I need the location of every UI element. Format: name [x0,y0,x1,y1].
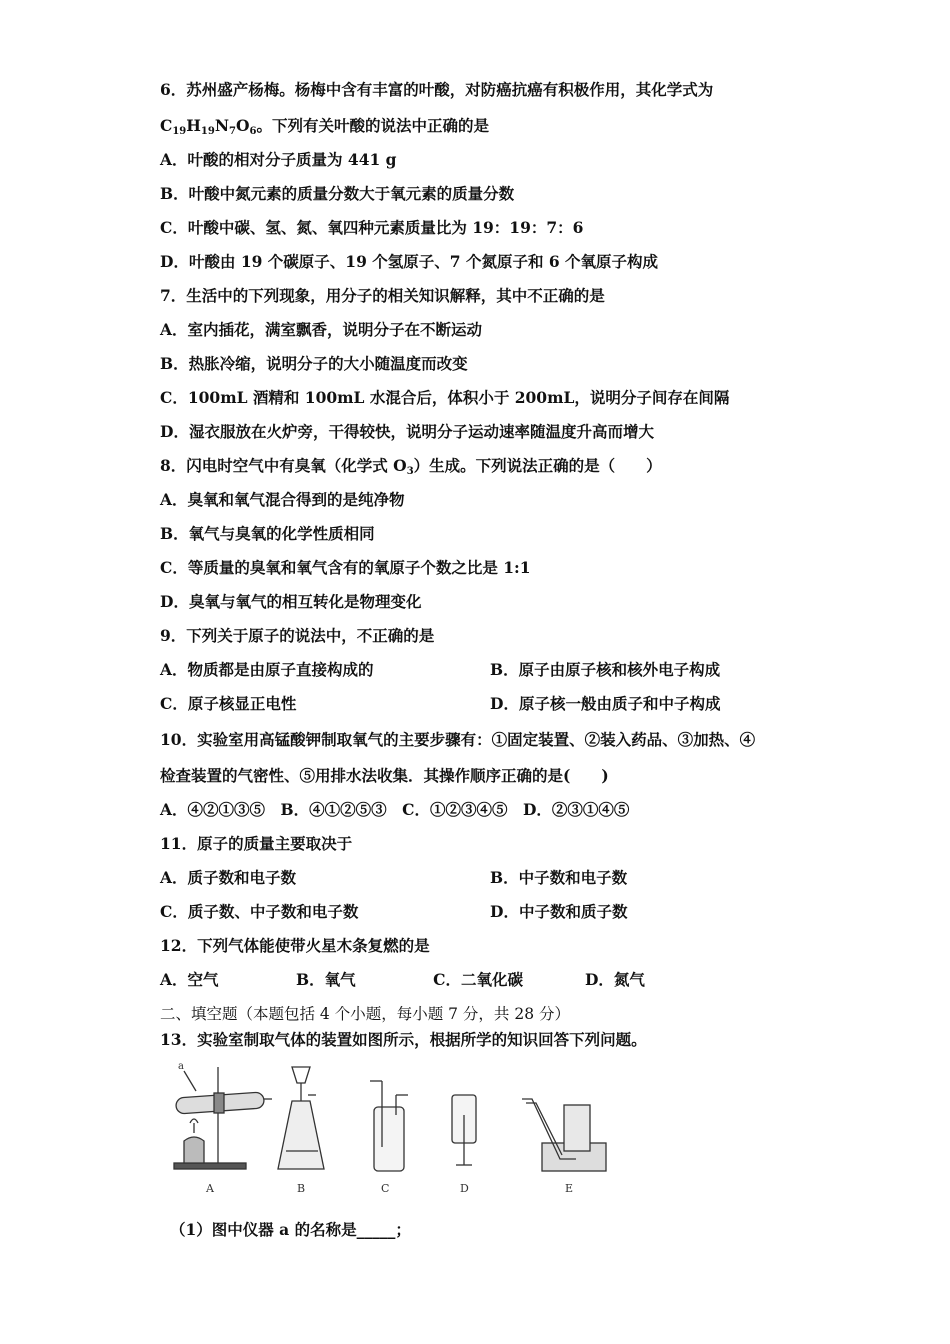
q8-option-c: C．等质量的臭氧和氧气含有的氧原子个数之比是 1:1 [160,558,531,577]
q12-options: A．空气 B．氧气 C．二氧化碳 D．氮气 [160,970,645,989]
q9-option-c: C．原子核显正电性 [160,694,297,713]
q11-option-d: D．中子数和质子数 [490,902,628,921]
formula-h-sub: 19 [200,126,215,137]
q6-stem-line2 [160,116,489,142]
marker-a: a [178,1061,184,1072]
figure-label-c: C [381,1182,390,1195]
figure-label-d: D [460,1182,469,1195]
q13-stem: 13．实验室制取气体的装置如图所示，根据所学的知识回答下列问题。 [160,1030,647,1049]
q8-ozone-sub: 3 [406,466,414,477]
q13-sub1: （1）图中仪器 a 的名称是_____； [170,1220,411,1239]
formula-o: O [235,116,250,135]
formula-h: H [186,116,201,135]
q6-option-d: D．叶酸由 19 个碳原子、19 个氢原子、7 个氮原子和 6 个氧原子构成 [160,252,659,271]
q9-option-b: B．原子由原子核和核外电子构成 [490,660,721,679]
q9-stem: 9．下列关于原子的说法中，不正确的是 [160,626,435,645]
q10-options: A．④②①③⑤ B．④①②⑤③ C．①②③④⑤ D．②③①④⑤ [160,800,630,819]
apparatus-d [452,1095,476,1165]
q8-stem-b: ）生成。下列说法正确的是（ ） [413,456,662,475]
q6-option-c: C．叶酸中碳、氢、氮、氧四种元素质量比为 19：19：7：6 [160,218,584,237]
lab-apparatus-figure [160,1055,630,1205]
q8-option-b: B．氧气与臭氧的化学性质相同 [160,524,375,543]
formula-o-sub: 6 [249,126,257,137]
q7-option-d: D．湿衣服放在火炉旁，干得较快，说明分子运动速率随温度升高而增大 [160,422,654,441]
apparatus-e [522,1099,606,1171]
q6-stem-line1: 6．苏州盛产杨梅。杨梅中含有丰富的叶酸，对防癌抗癌有积极作用，其化学式为 [160,80,714,99]
formula-c-sub: 19 [172,126,187,137]
q7-option-b: B．热胀冷缩，说明分子的大小随温度而改变 [160,354,468,373]
q8-stem [160,456,662,482]
figure-label-e: E [565,1182,574,1195]
apparatus-b [278,1067,324,1169]
q7-option-c: C．100mL 酒精和 100mL 水混合后，体积小于 200mL，说明分子间存在间隔 [160,388,730,407]
q11-option-a: A．质子数和电子数 [160,868,297,887]
q11-option-c: C．质子数、中子数和电子数 [160,902,359,921]
formula-n-sub: 7 [229,126,236,137]
formula-n: N [214,116,230,135]
q6-option-b: B．叶酸中氮元素的质量分数大于氧元素的质量分数 [160,184,515,203]
q10-stem-line2: 检查装置的气密性、⑤用排水法收集．其操作顺序正确的是( ) [160,766,609,785]
q6-stem-tail: 。下列有关叶酸的说法中正确的是 [256,116,489,135]
q7-option-a: A．室内插花，满室飘香，说明分子在不断运动 [160,320,483,339]
apparatus-c [370,1081,408,1171]
q8-stem-a: 8．闪电时空气中有臭氧（化学式 O [160,456,407,475]
q7-stem: 7．生活中的下列现象，用分子的相关知识解释，其中不正确的是 [160,286,605,305]
formula-c: C [160,116,173,135]
q8-option-a: A．臭氧和氧气混合得到的是纯净物 [160,490,405,509]
figure-label-a: A [206,1182,214,1195]
figure-label-b: B [297,1182,306,1195]
q9-option-a: A．物质都是由原子直接构成的 [160,660,374,679]
q8-option-d: D．臭氧与氧气的相互转化是物理变化 [160,592,422,611]
q6-option-a: A．叶酸的相对分子质量为 441 g [160,150,397,169]
q12-stem: 12．下列气体能使带火星木条复燃的是 [160,936,430,955]
q11-stem: 11．原子的质量主要取决于 [160,834,353,853]
section-heading: 二、填空题（本题包括 4 个小题，每小题 7 分，共 28 分） [160,1005,571,1023]
q11-option-b: B．中子数和电子数 [490,868,628,887]
apparatus-a [174,1067,272,1169]
q10-stem-line1: 10．实验室用高锰酸钾制取氧气的主要步骤有：①固定装置、②装入药品、③加热、④ [160,730,756,749]
q9-option-d: D．原子核一般由质子和中子构成 [490,694,721,713]
